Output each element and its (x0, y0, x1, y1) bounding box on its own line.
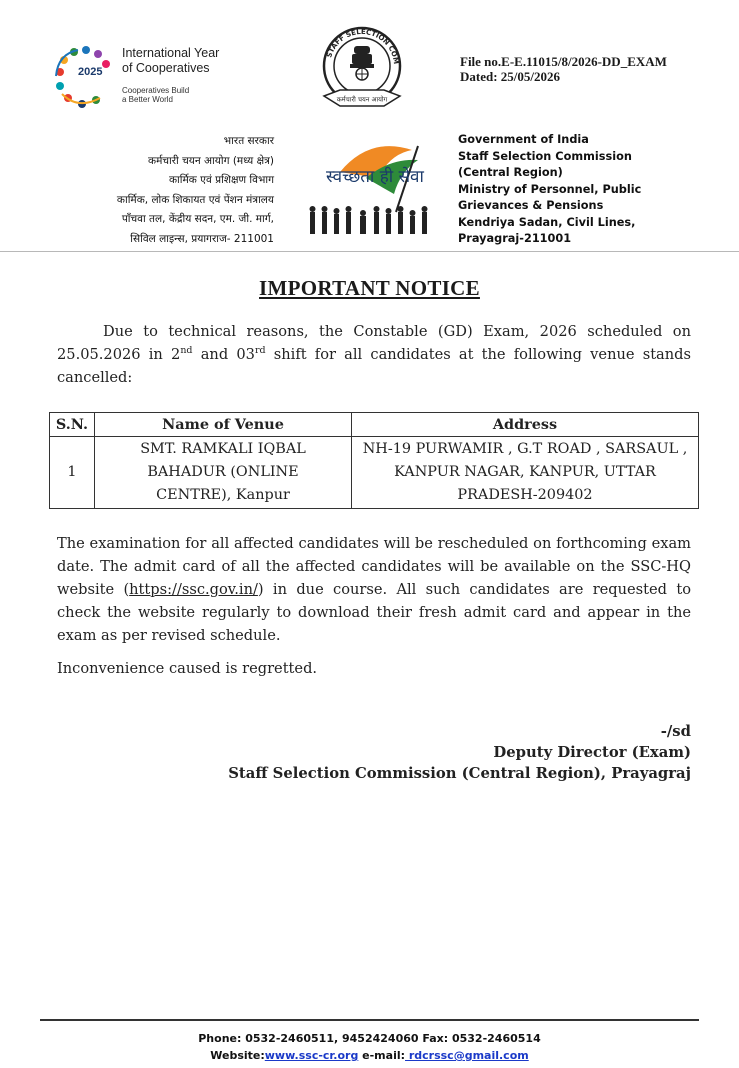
swachhta-hi-seva-logo (300, 132, 440, 242)
superscript: nd (180, 345, 193, 357)
regret-paragraph: Inconvenience caused is regretted. (57, 660, 318, 677)
ssc-website-link[interactable]: https://ssc.gov.in/ (129, 581, 258, 598)
hindi-address-line: सिविल लाइन्स, प्रयागराज- 211001 (130, 232, 274, 245)
table-row (50, 437, 699, 509)
file-info (460, 54, 667, 84)
footer-phone: Phone: 0532-2460511, 9452424060 Fax: 0532-2460514 (198, 1032, 541, 1045)
column-header-sn: S.N. (50, 413, 95, 437)
swachh-bharat-icon (300, 132, 440, 242)
english-address-line: Grievances & Pensions (458, 199, 604, 212)
address-line: NH-19 PURWAMIR , G.T ROAD , SARSAUL , (362, 441, 688, 457)
english-address-line: Staff Selection Commission (458, 149, 632, 163)
header-divider (0, 251, 739, 252)
english-address-line: Kendriya Sadan, Civil Lines, (458, 215, 636, 229)
venue-line: BAHADUR (ONLINE (147, 464, 299, 480)
signatory-office: Staff Selection Commission (Central Region), Prayagraj (228, 765, 691, 782)
iyc-2025-logo (48, 40, 278, 112)
column-header-address: Address (352, 413, 699, 437)
swachh-logo-text: स्वच्छता ही सेवा (326, 167, 424, 187)
notice-title: IMPORTANT NOTICE (259, 276, 480, 300)
intro-text: and 03 (192, 346, 255, 363)
ssc-emblem-icon (312, 22, 412, 114)
footer (0, 1030, 739, 1064)
iyc-year: 2025 (78, 66, 103, 78)
cell-venue (95, 437, 352, 509)
english-address-line: Government of India (458, 133, 589, 146)
address-line: KANPUR NAGAR, KANPUR, UTTAR (394, 464, 656, 480)
intro-text: Due to technical reasons, the Constable (GD) Exam, 2026 scheduled on 25.05.2026 in 2 (57, 323, 691, 363)
hindi-address-line: कर्मचारी चयन आयोग (मध्य क्षेत्र) (148, 154, 274, 167)
iyc-title (122, 46, 219, 76)
footer-divider (40, 1019, 699, 1021)
superscript: rd (254, 345, 266, 357)
iyc-tagline-line: a Better World (122, 95, 173, 104)
hindi-address (40, 132, 274, 249)
iyc-title-line: of Cooperatives (122, 61, 210, 75)
hindi-address-line: कार्मिक एवं प्रशिक्षण विभाग (168, 174, 274, 186)
paragraph-text: The examination for all affected candidates will be rescheduled on forthcoming exam date. The admit card of all the affected candidates will be available on the SSC-HQ website ( (57, 535, 691, 598)
cell-address (352, 437, 699, 509)
footer-contact (0, 1047, 739, 1064)
signature-sd: -/sd (660, 723, 691, 740)
english-address-line: Ministry of Personnel, Public (458, 182, 642, 196)
venue-line: SMT. RAMKALI IQBAL (140, 441, 306, 457)
address-line: PRADESH-209402 (457, 487, 593, 503)
hindi-address-line: कार्मिक, लोक शिकायत एवं पेंशन मंत्रालय (116, 193, 274, 206)
website-label: Website: (210, 1049, 265, 1062)
emblem-ribbon-text: कर्मचारी चयन आयोग (336, 95, 388, 104)
date: Dated: 25/05/2026 (460, 69, 561, 84)
emblem-ring-text: STAFF SELECTION COM (325, 27, 401, 65)
cell-sn: 1 (50, 437, 95, 509)
reschedule-paragraph (57, 532, 691, 647)
iyc-tagline (122, 86, 189, 104)
english-address-line: (Central Region) (458, 166, 563, 179)
venue-table (49, 412, 699, 509)
hindi-address-line: भारत सरकार (223, 135, 274, 147)
column-header-venue: Name of Venue (95, 413, 352, 437)
intro-paragraph (57, 320, 691, 389)
email-link[interactable]: rdcrssc@gmail.com (405, 1049, 529, 1062)
paragraph-text: ) in due course. All such candidates are requested to check the website regularly to download their fresh admit card and appear in the exam as per revised schedule. (57, 581, 691, 644)
english-address (458, 132, 641, 248)
intro-text: shift for all candidates at the following venue stands cancelled: (57, 346, 691, 386)
signature-block (228, 721, 691, 784)
file-number: File no.E-E.11015/8/2026-DD_EXAM (460, 54, 667, 69)
website-link[interactable]: www.ssc-cr.org (264, 1049, 359, 1062)
table-header-row (50, 413, 699, 437)
english-address-line: Prayagraj-211001 (458, 232, 572, 245)
venue-line: CENTRE), Kanpur (156, 487, 290, 503)
email-label: e-mail: (358, 1049, 406, 1062)
signatory-designation: Deputy Director (Exam) (493, 744, 691, 761)
ssc-emblem (312, 22, 412, 114)
iyc-tagline-line: Cooperatives Build (122, 86, 190, 95)
hindi-address-line: पाँचवा तल, केंद्रीय सदन, एम. जी. मार्ग, (121, 213, 274, 225)
iyc-title-line: International Year (122, 46, 220, 60)
